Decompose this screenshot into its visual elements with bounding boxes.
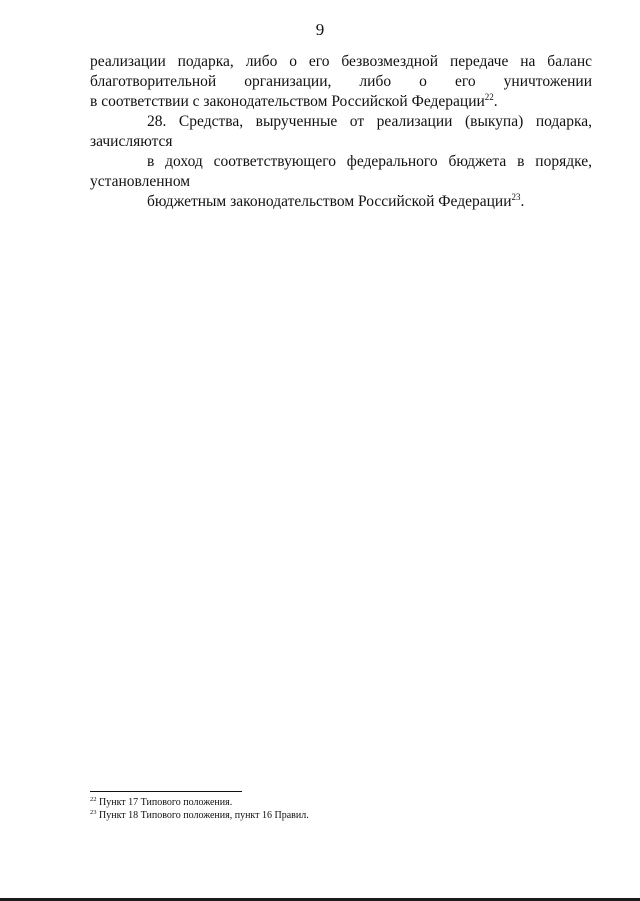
footnote-reference: 23: [511, 192, 521, 202]
text-line: 28. Средства, вырученные от реализации (выкупа) подарка, зачисляются: [90, 113, 592, 150]
footnote-22: [90, 796, 590, 809]
text-line: [90, 92, 592, 112]
footnote-reference: 22: [484, 92, 494, 102]
footnote-text: Пункт 18 Типового положения, пункт 16 Правил.: [96, 810, 309, 821]
sentence-end: .: [520, 193, 525, 210]
footnote-marker: 23: [90, 809, 97, 816]
sentence-end: .: [493, 93, 498, 110]
footnote-separator: [90, 791, 242, 792]
page-number: 9: [315, 20, 325, 39]
footnotes: [90, 796, 590, 822]
paragraph-item-28: [90, 112, 592, 212]
text-line: благотворительной организации, либо о его уничтожении: [90, 73, 592, 90]
text-line: в доход соответствующего федерального бюджета в порядке, установленном: [90, 153, 592, 190]
document-body: [90, 52, 592, 212]
footnote-23: [90, 809, 590, 822]
footnote-marker: 22: [90, 796, 97, 803]
text-line: реализации подарка, либо о его безвозмездной передаче на баланс: [90, 53, 592, 70]
footnote-text: Пункт 17 Типового положения.: [96, 797, 233, 808]
text-line-content: бюджетным законодательством Российской Федерации: [147, 193, 512, 210]
text-line-content: в соответствии с законодательством Российской Федерации: [90, 93, 485, 110]
paragraph-continuation: [90, 52, 592, 112]
text-line: [90, 192, 592, 212]
